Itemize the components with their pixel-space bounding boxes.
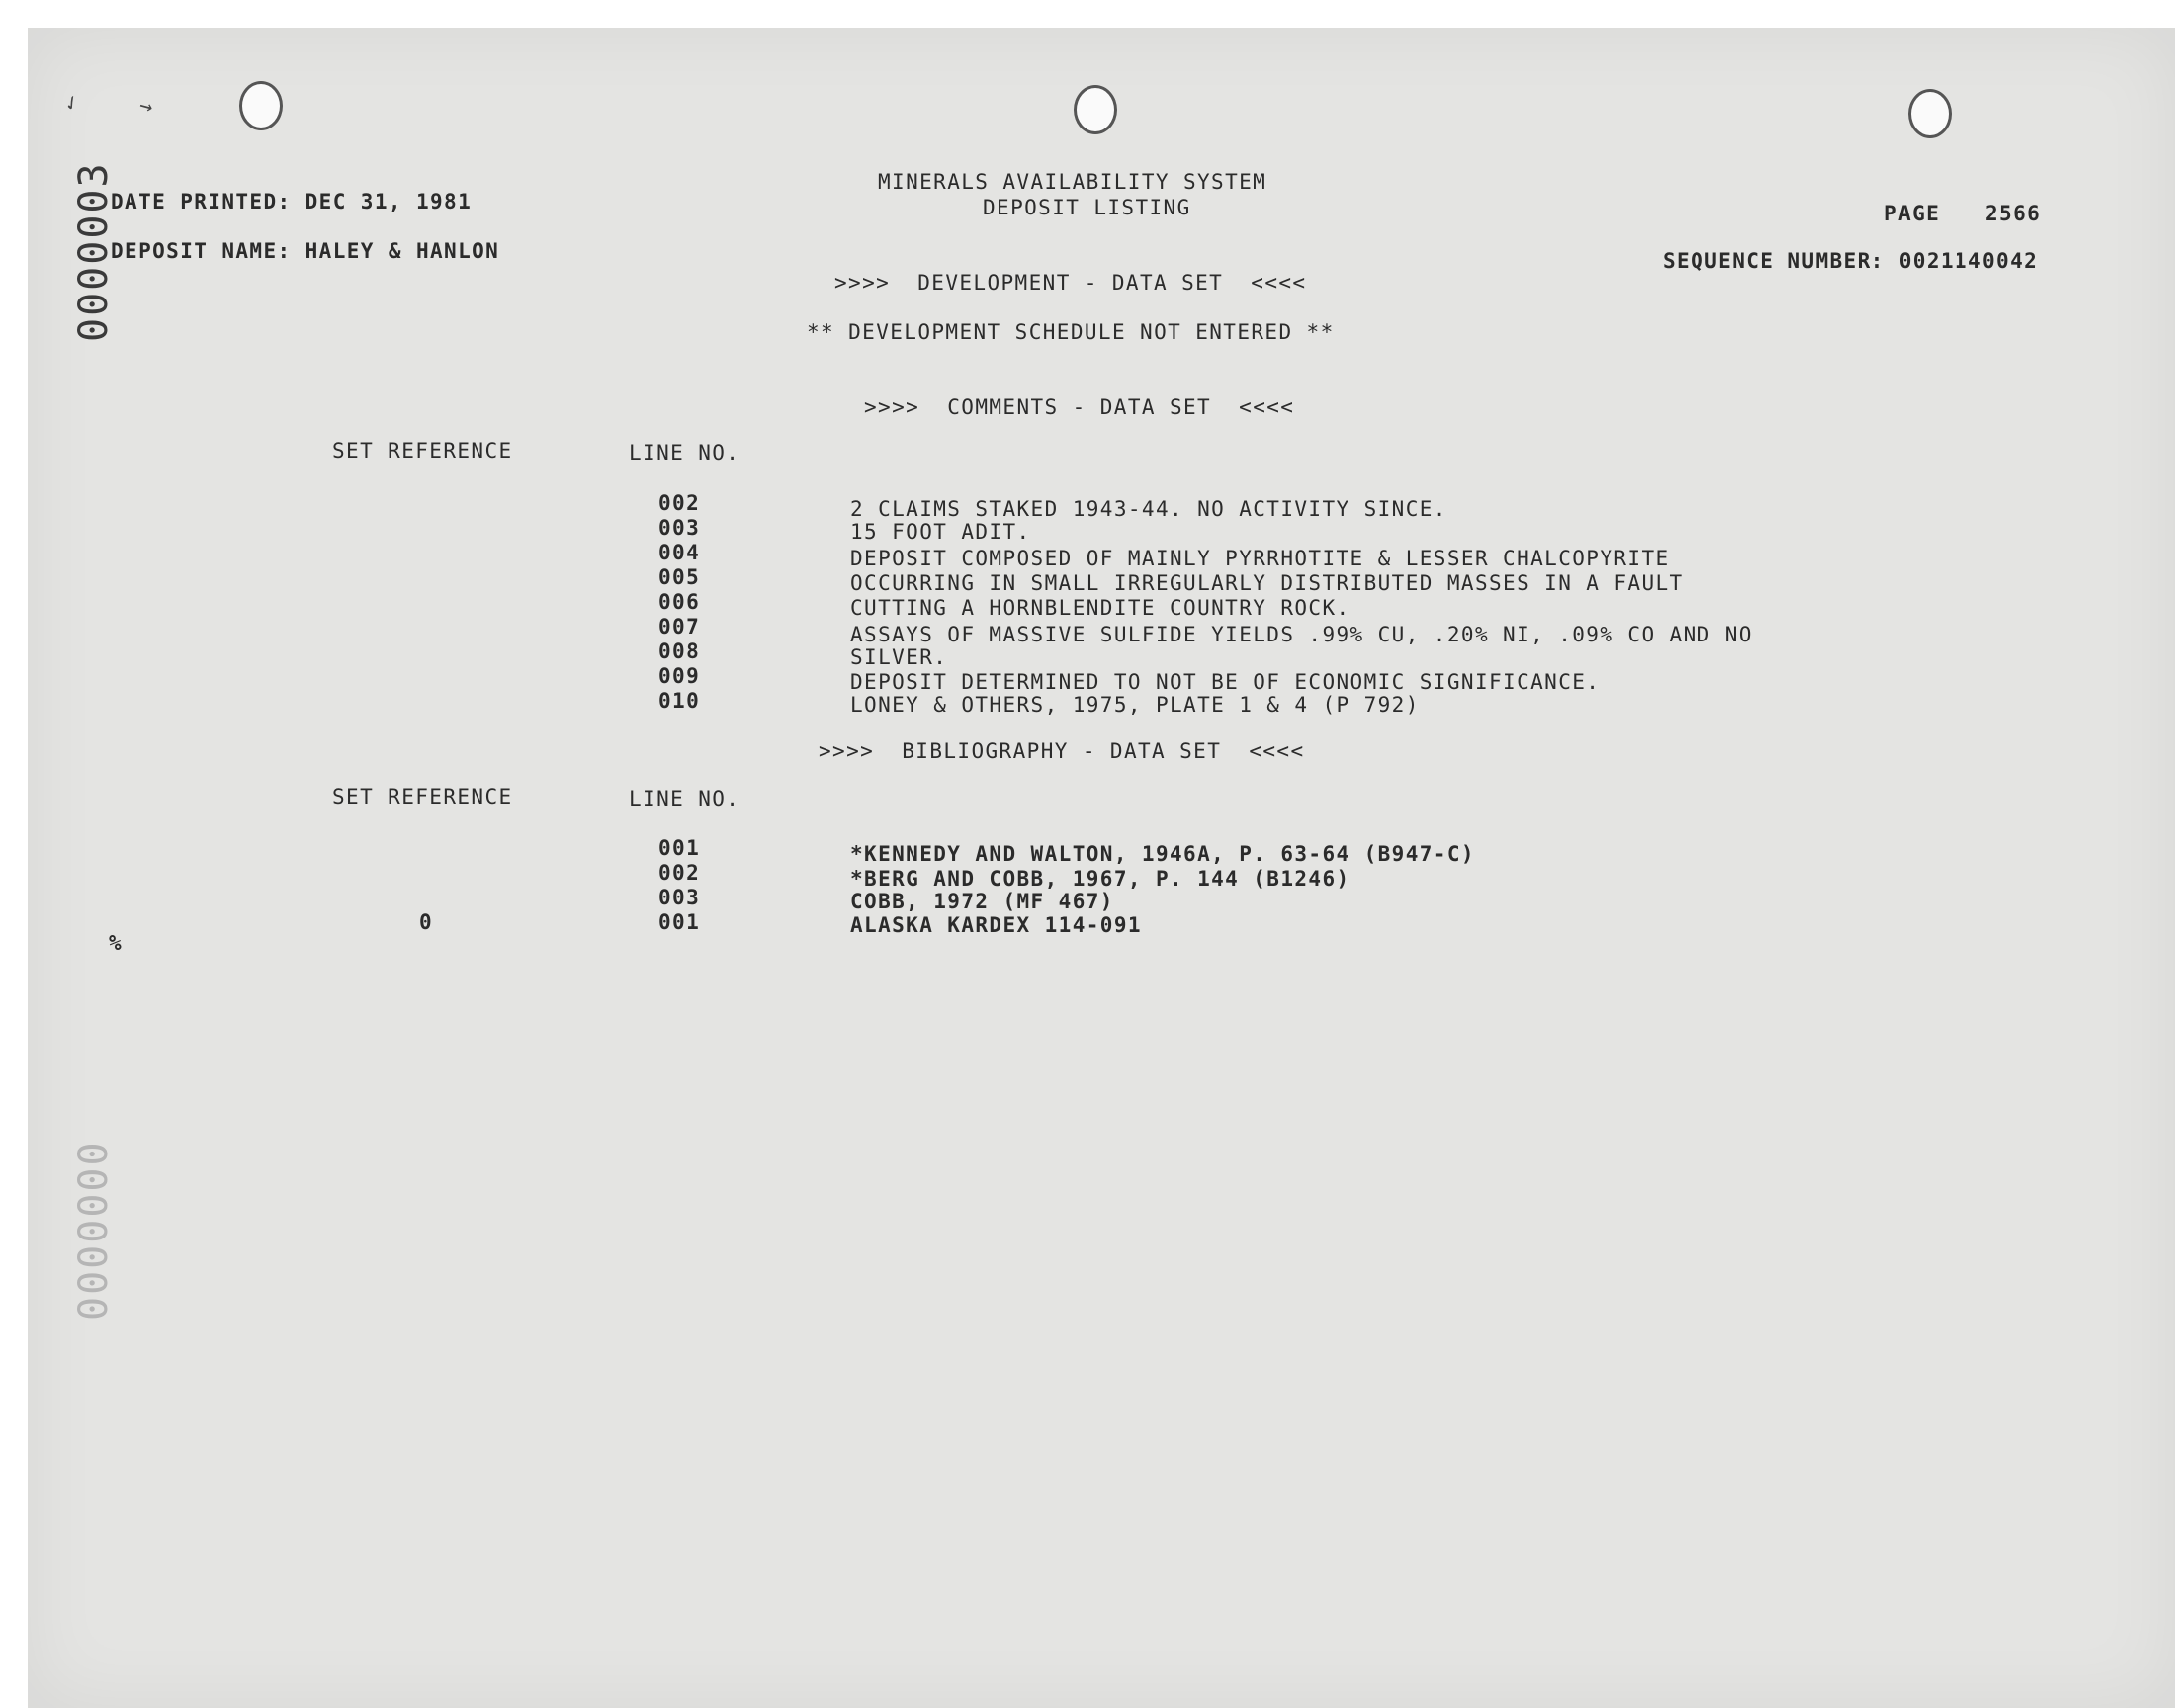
- vertical-margin-stamp-faint: 0000000: [71, 1140, 117, 1321]
- comment-line-no: 002: [658, 491, 701, 515]
- bibliography-line-no: 001: [658, 836, 701, 860]
- comment-line-no: 006: [658, 590, 701, 614]
- page-number: 2566: [1985, 202, 2042, 225]
- bibliography-heading: >>>> BIBLIOGRAPHY - DATA SET <<<<: [819, 739, 1305, 763]
- comment-line-no: 003: [658, 516, 701, 540]
- development-note: ** DEVELOPMENT SCHEDULE NOT ENTERED **: [807, 320, 1335, 344]
- listing-title: DEPOSIT LISTING: [983, 196, 1191, 219]
- comment-line-no: 004: [658, 541, 701, 564]
- comments-heading: >>>> COMMENTS - DATA SET <<<<: [864, 395, 1295, 419]
- page-label: PAGE: [1884, 202, 1941, 225]
- binder-hole-center: [1074, 85, 1117, 134]
- bibliography-text: ALASKA KARDEX 114-091: [850, 913, 1142, 937]
- bibliography-text: *BERG AND COBB, 1967, P. 144 (B1246): [850, 867, 1350, 891]
- comment-line-no: 008: [658, 640, 701, 663]
- vertical-margin-stamp: 0000003: [71, 161, 117, 342]
- comment-line-no: 009: [658, 664, 701, 688]
- comments-col-line-no: LINE NO.: [629, 441, 740, 465]
- corner-scribble-mark: ✓: [59, 89, 84, 118]
- comment-line-no: 010: [658, 689, 701, 713]
- system-title: MINERALS AVAILABILITY SYSTEM: [878, 170, 1267, 194]
- bibliography-set-ref: 0: [419, 910, 434, 934]
- sequence-number: SEQUENCE NUMBER: 0021140042: [1663, 249, 2039, 273]
- binder-hole-left: [239, 81, 283, 130]
- comment-text: DEPOSIT DETERMINED TO NOT BE OF ECONOMIC SIGNIFICANCE.: [850, 670, 1601, 694]
- comment-text: CUTTING A HORNBLENDITE COUNTRY ROCK.: [850, 596, 1350, 620]
- percent-margin-mark: %: [109, 931, 124, 955]
- comment-text: OCCURRING IN SMALL IRREGULARLY DISTRIBUTED MASSES IN A FAULT: [850, 571, 1684, 595]
- comment-line-no: 007: [658, 615, 701, 639]
- comments-col-set-reference: SET REFERENCE: [332, 439, 513, 463]
- binder-hole-right: [1908, 89, 1952, 138]
- bibliography-col-set-reference: SET REFERENCE: [332, 785, 513, 809]
- comment-text: ASSAYS OF MASSIVE SULFIDE YIELDS .99% CU, .20% NI, .09% CO AND NO: [850, 623, 1753, 646]
- bibliography-line-no: 002: [658, 861, 701, 885]
- date-printed: DATE PRINTED: DEC 31, 1981: [111, 190, 473, 214]
- comment-line-no: 005: [658, 565, 701, 589]
- corner-scribble-mark: ↘: [132, 91, 157, 120]
- bibliography-line-no: 003: [658, 886, 701, 909]
- bibliography-line-no: 001: [658, 910, 701, 934]
- deposit-name: DEPOSIT NAME: HALEY & HANLON: [111, 239, 500, 263]
- development-heading: >>>> DEVELOPMENT - DATA SET <<<<: [834, 271, 1307, 295]
- bibliography-text: COBB, 1972 (MF 467): [850, 890, 1114, 913]
- bibliography-col-line-no: LINE NO.: [629, 787, 740, 811]
- bibliography-text: *KENNEDY AND WALTON, 1946A, P. 63-64 (B947-C): [850, 842, 1475, 866]
- comment-text: DEPOSIT COMPOSED OF MAINLY PYRRHOTITE & LESSER CHALCOPYRITE: [850, 547, 1670, 570]
- comment-text: 2 CLAIMS STAKED 1943-44. NO ACTIVITY SINCE.: [850, 497, 1447, 521]
- comment-text: LONEY & OTHERS, 1975, PLATE 1 & 4 (P 792): [850, 693, 1420, 717]
- comment-text: 15 FOOT ADIT.: [850, 520, 1031, 544]
- comment-text: SILVER.: [850, 645, 948, 669]
